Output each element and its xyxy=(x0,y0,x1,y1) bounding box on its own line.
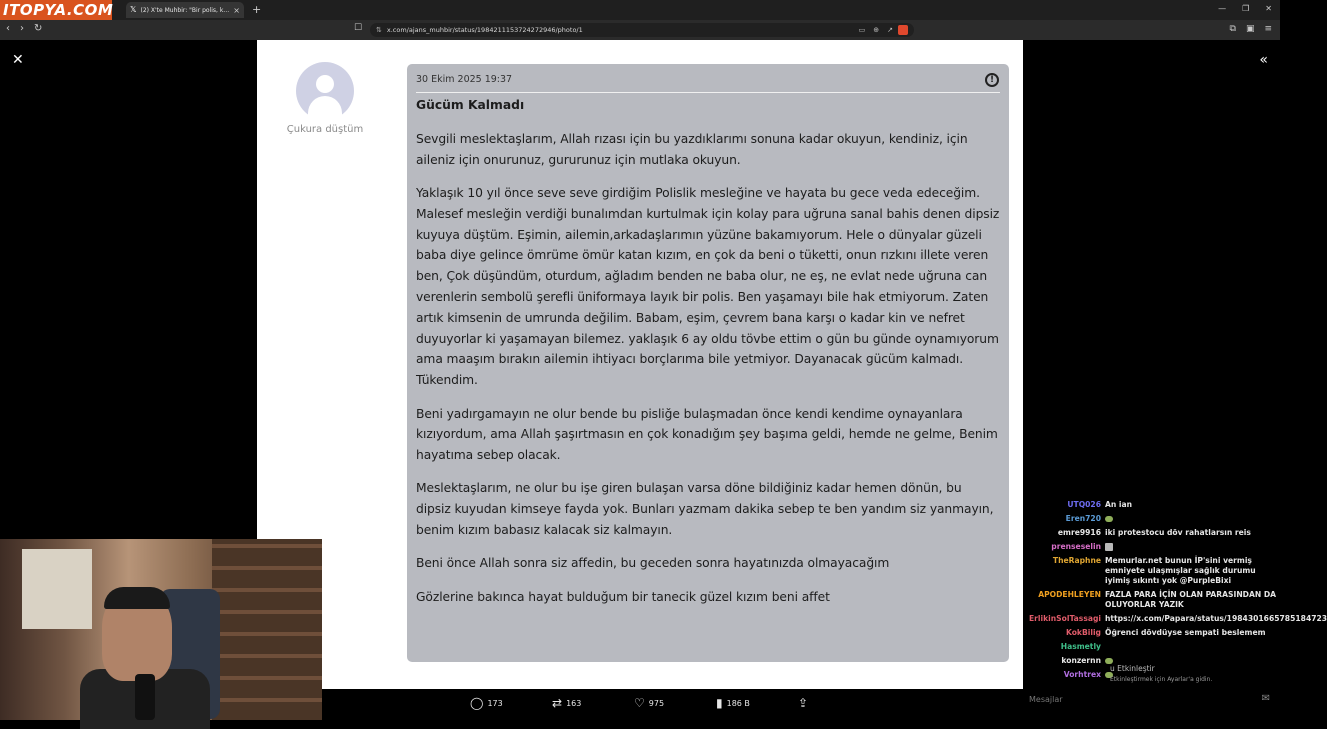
webcam-feed xyxy=(0,539,322,720)
back-icon[interactable]: ‹ xyxy=(6,23,10,34)
x-logo-icon: 𝕏 xyxy=(130,5,137,14)
new-tab-button[interactable]: + xyxy=(252,3,262,16)
sidebar-icon[interactable]: ▣ xyxy=(1245,24,1255,34)
chat-message xyxy=(1026,628,1280,638)
like-count: 975 xyxy=(648,698,665,708)
report-icon: ! xyxy=(985,73,999,87)
chat-text xyxy=(1105,590,1280,610)
cam-window xyxy=(22,549,92,629)
chat-message xyxy=(1026,500,1280,510)
tab-close-icon[interactable]: × xyxy=(233,5,240,15)
heart-icon: ♡ xyxy=(634,696,645,710)
divider xyxy=(416,92,1000,93)
chat-text xyxy=(1105,528,1280,538)
chat-text-content: Öğrenci dövdüyse sempati beslemem xyxy=(1105,628,1266,637)
cam-bookshelf xyxy=(212,539,322,720)
window-close-icon[interactable]: ✕ xyxy=(1265,4,1272,13)
browser-tab[interactable] xyxy=(126,2,244,18)
post-paragraph: Sevgili meslektaşlarım, Allah rızası için bu yazdıklarımı sonuna kadar okuyun, kendiniz, için aileniz için onurunuz, gururunuz için mutlaka okuyun. xyxy=(416,132,968,167)
collapse-panel-icon[interactable]: « xyxy=(1259,52,1268,68)
url-field[interactable] xyxy=(370,23,914,37)
chat-text xyxy=(1105,614,1327,624)
chat-text-content: Memurlar.net bunun İP'sini vermiş emniyete ulaşmışlar sağlık durumu iyimiş sıkıntı yok @PurpleBixi xyxy=(1105,556,1256,585)
chat-message xyxy=(1026,590,1280,610)
reply-icon: ◯ xyxy=(470,696,484,710)
post-paragraph: Meslektaşlarım, ne olur bu işe giren bulaşan varsa döne bildiğiniz kadar hemen dönün, bu dipsiz kuyudan kimseye fayda yok. Bunları yazmam dakika sebep te ben yandım siz yanmayın, benim kızım babasız kalacak siz kalmayın. xyxy=(416,481,994,538)
share-post-icon: ⇪ xyxy=(798,696,809,710)
url-actions xyxy=(859,26,893,34)
close-viewer-icon[interactable]: ✕ xyxy=(12,52,24,68)
avatar xyxy=(296,62,354,120)
stream-chat xyxy=(1026,500,1327,704)
chat-text-content: An ian xyxy=(1105,500,1133,509)
avatar-head xyxy=(316,75,334,93)
chat-input-row xyxy=(1026,690,1280,710)
cam-microphone xyxy=(135,674,155,720)
chat-text xyxy=(1105,542,1280,552)
chat-text-content: FAZLA PARA İÇİN OLAN PARASINDAN DA OLUYORLAR YAZIK xyxy=(1105,590,1277,609)
site-info-icon[interactable]: ⇅ xyxy=(376,26,382,34)
chat-username[interactable]: Eren720 xyxy=(1065,514,1101,523)
chat-message xyxy=(1026,642,1280,652)
forward-icon[interactable]: › xyxy=(20,23,24,34)
chat-input[interactable]: Mesajlar xyxy=(1029,695,1063,704)
shield-icon[interactable] xyxy=(898,25,908,35)
post-subject: Gücüm Kalmadı xyxy=(416,98,525,112)
views-icon: ▮ xyxy=(716,696,723,710)
chat-username[interactable]: konzernn xyxy=(1061,656,1101,665)
extensions-icon[interactable]: ⧉ xyxy=(1229,24,1236,34)
post-date: 30 Ekim 2025 19:37 xyxy=(416,74,513,85)
reply-count: 173 xyxy=(487,698,503,708)
zoom-icon[interactable]: ⊕ xyxy=(873,26,880,34)
views-button[interactable] xyxy=(716,696,798,710)
nav-buttons xyxy=(6,23,42,34)
chat-username[interactable]: ErlikinSolTassagi xyxy=(1028,614,1101,623)
forum-username: Çukura düştüm xyxy=(286,124,364,135)
post-paragraph: Beni yadırgamayın ne olur bende bu pisliğe bulaşmadan önce kendi kendime oynayanlara kızıyordum, ama Allah şaşırtmasın en çok konadığım şey başıma geldi, hemde ne gelme, Benim hayatıma sebep olacak. xyxy=(416,406,998,463)
chat-message xyxy=(1026,514,1280,524)
chat-username[interactable]: APODEHLEYEN xyxy=(1038,590,1101,599)
chat-message xyxy=(1026,542,1280,552)
repost-icon: ⇄ xyxy=(552,696,563,710)
chat-notice-title: u Etkinleştir xyxy=(1110,664,1155,673)
chat-username[interactable]: emre9916 xyxy=(1057,528,1101,537)
chat-username[interactable]: Vorhtrex xyxy=(1063,670,1101,679)
address-bar-row xyxy=(0,20,1280,40)
chat-text xyxy=(1105,628,1280,638)
url-text[interactable]: x.com/ajans_muhbir/status/1984211153724272946/photo/1 xyxy=(386,26,583,34)
reply-button[interactable] xyxy=(470,696,552,710)
post-actions xyxy=(470,696,880,710)
chat-username[interactable]: Hasmetly xyxy=(1060,642,1101,651)
post-paragraph: Beni önce Allah sonra siz affedin, bu geceden sonra hayatınızda olmayacağım xyxy=(416,556,890,571)
cam-cap xyxy=(104,587,170,609)
chat-message xyxy=(1026,614,1327,624)
repost-button[interactable] xyxy=(552,696,634,710)
share-icon[interactable]: ↗ xyxy=(887,26,893,34)
repost-count: 163 xyxy=(566,698,582,708)
post-image xyxy=(257,40,1023,689)
reload-icon[interactable]: ↻ xyxy=(34,23,43,34)
reader-icon[interactable]: ▭ xyxy=(858,26,866,34)
tab-title: (2) X'te Muhbir: "Bir polis, k… xyxy=(140,6,230,14)
like-button[interactable] xyxy=(634,696,716,710)
chat-message xyxy=(1026,556,1280,586)
share-post-button[interactable] xyxy=(798,696,880,710)
chat-username[interactable]: UTQ026 xyxy=(1067,500,1101,509)
post-paragraph: Gözlerine bakınca hayat bulduğum bir tanecik güzel kızım beni affet xyxy=(416,589,830,604)
window-controls xyxy=(1218,4,1272,13)
chat-notice-subtitle: Etkinleştirmek için Ayarlar'a gidin. xyxy=(1110,676,1213,683)
tab-bar xyxy=(0,0,1280,20)
toolbar-right xyxy=(1230,24,1273,34)
forum-post-card xyxy=(407,64,1009,662)
post-paragraph: Yaklaşık 10 yıl önce seve seve girdiğim Polislik mesleğine ve hayata bu gece veda edeceğim. Malesef mesleğin verdiği bunalımdan kurtulmak için kolay para uğruna sanal bahis denen dipsiz kuyuya düştüm. Eşimin, ailemin,arkadaşlarımın yüzüne bakamıyorum. Hele o dünyalar güzeli baba diye gelince ömrüme ömür katan kızım, en çok da beni o tüketti, onun rızkını illete veren ben, Çok düşündüm, oturdum, ağladım benden ne baba olur, ne eş, ne evlat nede uğruna can verenlerin sembolü şerefli üniformaya layık bir polis. Ben yaşamayı bile hak etmiyorum. Zaten artık kimsenin de umrunda değilim. Babam, eşim, çevrem bana karşı o kadar kin ve nefret duyuyorlar ki yaşamayan bilemez. yaklaşık 6 ay oldu tövbe ettim o gün bu günde oynamıyorum ama maaşım bırakın ailemin ihtiyacı borçlarıma bile yetmiyor. Dayanacak gücüm kalmadı. Tükendim. xyxy=(416,186,1000,388)
chat-text xyxy=(1105,514,1280,524)
chat-username[interactable]: prenseselin xyxy=(1051,542,1101,551)
chat-text-content: iki protestocu döv rahatlarsın reis xyxy=(1105,528,1251,537)
picture-emote-icon xyxy=(1105,543,1113,551)
avatar-body xyxy=(308,96,342,122)
menu-icon[interactable]: ≡ xyxy=(1264,24,1272,34)
bookmark-icon[interactable]: ☐ xyxy=(354,23,363,33)
chat-text xyxy=(1105,500,1280,510)
chat-username[interactable]: TheRaphne xyxy=(1052,556,1101,565)
view-count: 186 B xyxy=(726,698,750,708)
chat-message xyxy=(1026,528,1280,538)
chat-username[interactable]: KokBilig xyxy=(1065,628,1101,637)
leaf-emote-icon xyxy=(1105,516,1113,522)
chat-send-icon[interactable]: ✉ xyxy=(1261,693,1270,704)
chat-text xyxy=(1105,556,1280,586)
chat-text-content: https://x.com/Papara/status/1984301665785184723 xyxy=(1105,614,1327,623)
channel-logo: ITOPYA.COM xyxy=(0,0,112,20)
minimize-icon[interactable]: — xyxy=(1218,4,1227,13)
restore-icon[interactable]: ❐ xyxy=(1242,4,1250,13)
